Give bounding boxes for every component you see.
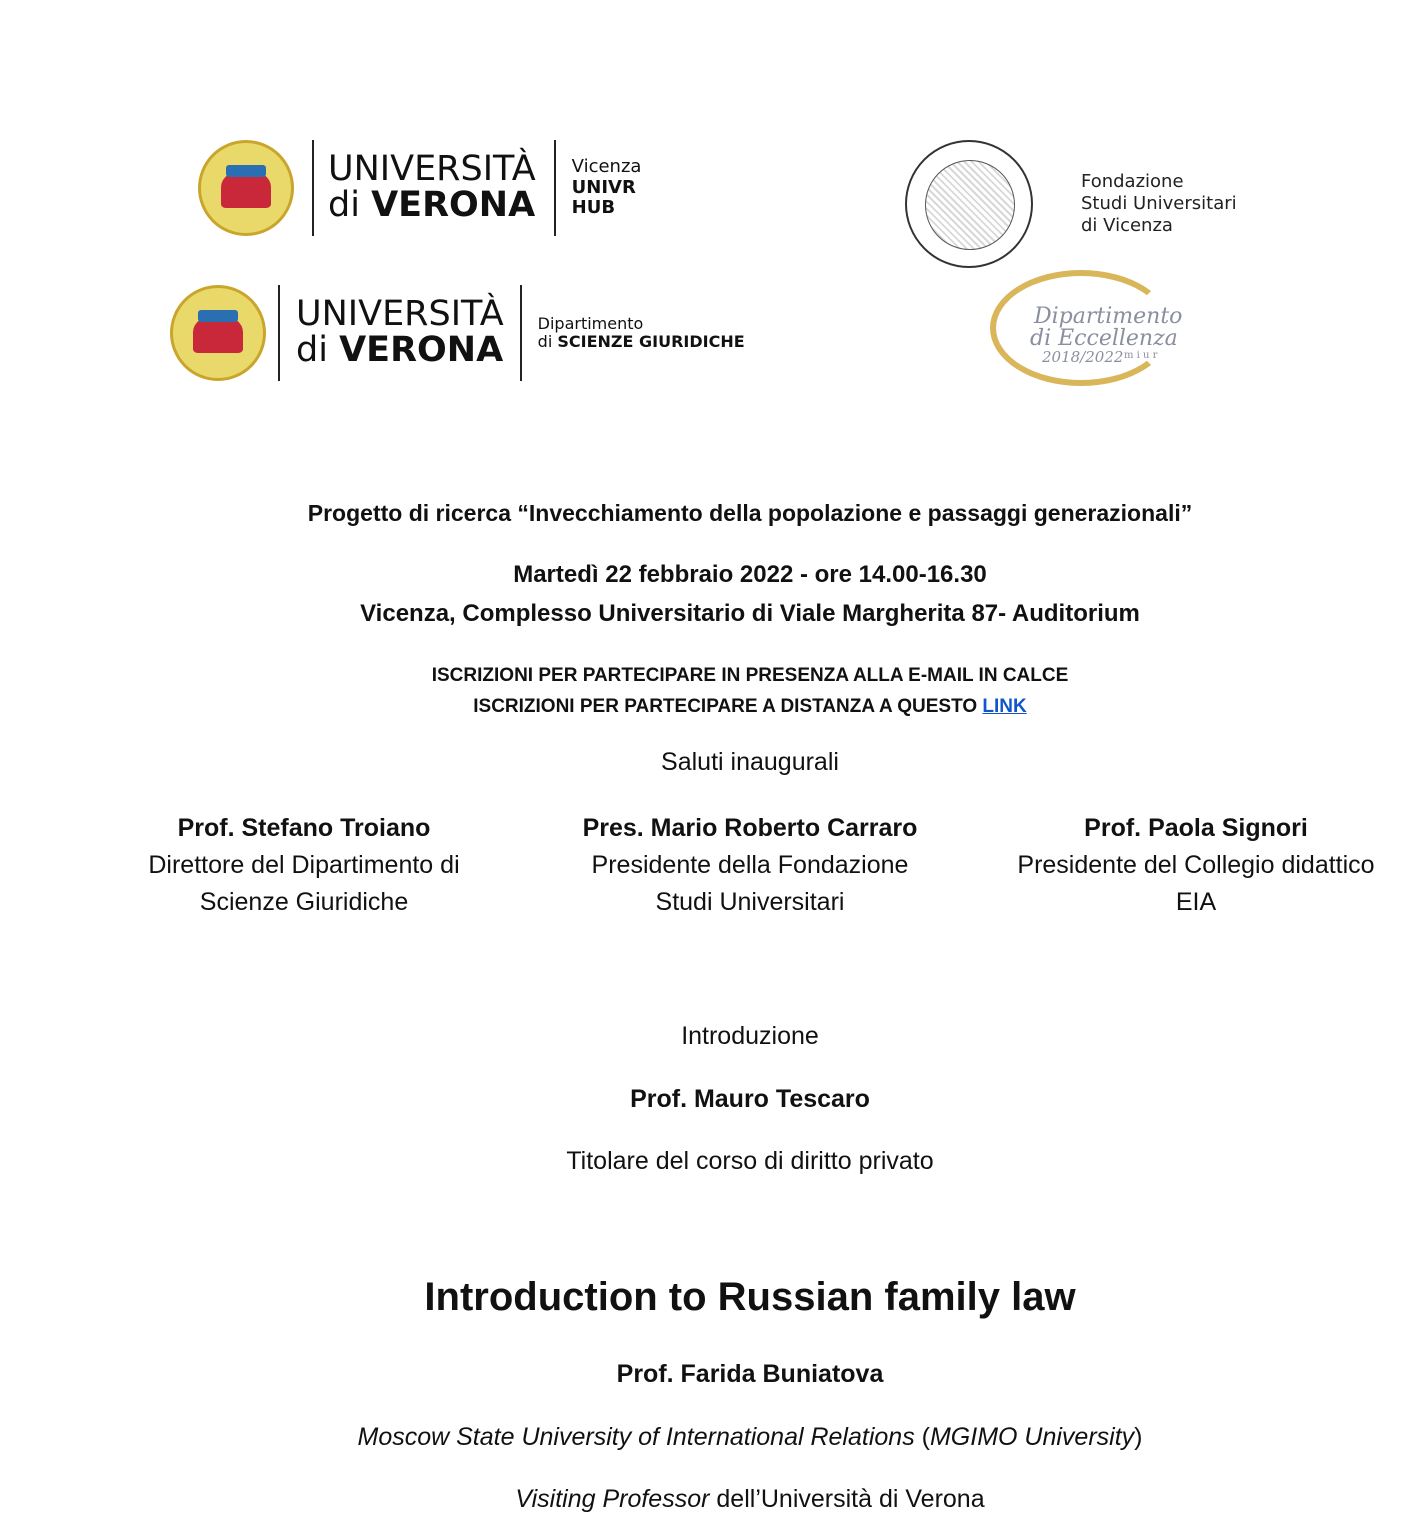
intro-heading: Introduzione [681, 1022, 819, 1050]
intro-speaker-name: Prof. Mauro Tescaro [630, 1085, 870, 1113]
logo-fondazione [905, 140, 1237, 268]
greetings-heading: Saluti inaugurali [661, 748, 839, 776]
logo-dipartimento-eccellenza: Dipartimento di Eccellenza 2018/2022 m i u r [990, 270, 1180, 388]
project-title: Progetto di ricerca “Invecchiamento della popolazione e passaggi generazionali” [307, 500, 1193, 526]
registration-link[interactable]: LINK [982, 696, 1027, 717]
logo-divider [278, 285, 280, 381]
talk-speaker-visiting: Visiting Professor dell’Università di Verona [515, 1485, 985, 1513]
logo-divider [520, 285, 522, 381]
talk-title: Introduction to Russian family law [424, 1275, 1076, 1319]
registration-info [0, 660, 1413, 722]
speaker-signori: Prof. Paola Signori Presidente del Collegio didattico EIA [1017, 814, 1375, 916]
event-date: Martedì 22 febbraio 2022 - ore 14.00-16.30 [513, 561, 987, 588]
logo-divider [554, 140, 556, 236]
registration-remote: ISCRIZIONI PER PARTECIPARE A DISTANZA A QUESTO LINK [473, 696, 1027, 717]
logo-divider [312, 140, 314, 236]
dipartimento-label: Dipartimento di SCIENZE GIURIDICHE [537, 313, 745, 351]
speaker-troiano: Prof. Stefano Troiano Direttore del Dipartimento di Scienze Giuridiche [148, 814, 460, 916]
intro-speaker-role: Titolare del corso di diritto privato [566, 1147, 934, 1175]
univr-hub-label: Vicenza UNIVR HUB [571, 155, 642, 219]
talk-speaker-name: Prof. Farida Buniatova [616, 1360, 884, 1388]
speaker-carraro: Pres. Mario Roberto Carraro Presidente della Fondazione Studi Universitari [582, 814, 918, 916]
univr-seal-icon [170, 285, 266, 381]
univr-wordmark: UNIVERSITÀ di VERONA [296, 294, 504, 370]
fondazione-seal-icon [905, 140, 1033, 268]
univr-seal-icon [198, 140, 294, 236]
univr-wordmark: UNIVERSITÀ di VERONA [328, 149, 536, 225]
event-venue: Vicenza, Complesso Universitario di Viale Margherita 87- Auditorium [360, 600, 1140, 627]
logo-univr-dipartimento [170, 285, 745, 381]
talk-speaker-affiliation: Moscow State University of International Relations (MGIMO University) [357, 1423, 1143, 1451]
fondazione-wordmark: Fondazione Studi Universitari di Vicenza [1081, 171, 1237, 236]
registration-presence: ISCRIZIONI PER PARTECIPARE IN PRESENZA ALLA E-MAIL IN CALCE [431, 665, 1069, 686]
logo-univr-vicenza-hub [198, 140, 641, 236]
